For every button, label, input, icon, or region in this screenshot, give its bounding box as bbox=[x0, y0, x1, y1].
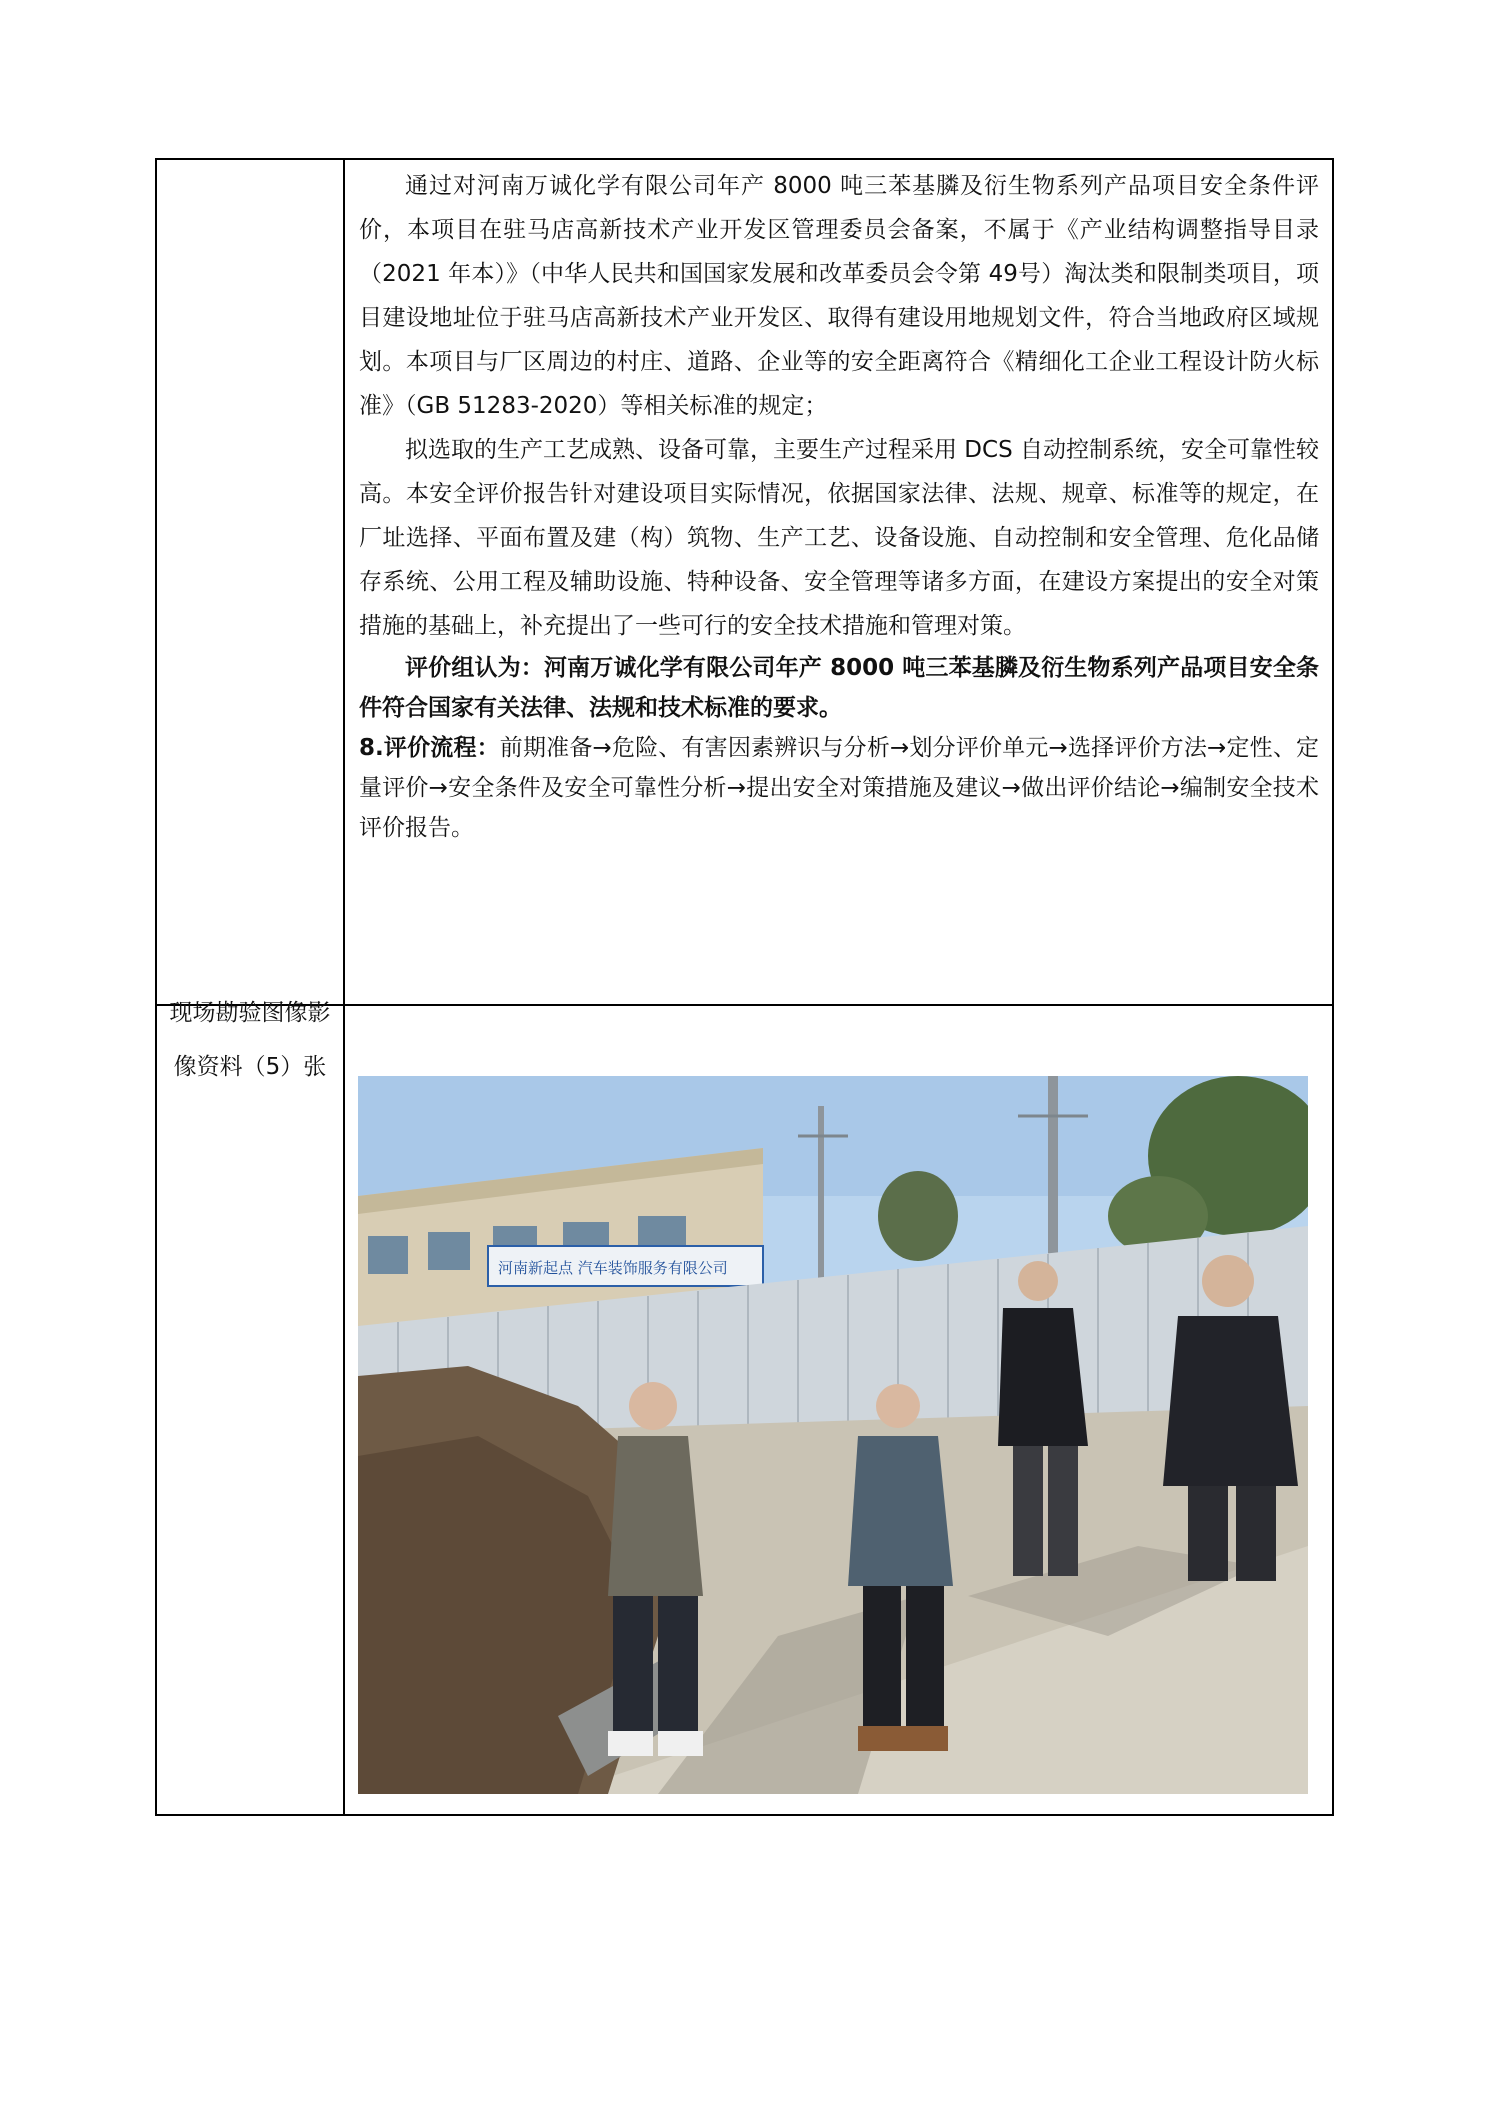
paragraph-safety-conditions: 通过对河南万诚化学有限公司年产 8000 吨三苯基膦及衍生物系列产品项目安全条件评价，本项目在驻马店高新技术产业开发区管理委员会备案，不属于《产业结构调整指导目录（2021 年本）》（中华人民共和国国家发展和改革委员会令第 49号）淘汰类和限制类项目，项目建设地址位于驻马店高新技术产业开发区、取得有建设用地规划文件，符合当地政府区域规划。本项目与厂区周边的村庄、道路、企业等的安全距离符合《精细化工企业工程设计防火标准》（GB 51283-2020）等相关标准的规定； bbox=[359, 173, 1319, 419]
empty-label-cell bbox=[156, 159, 344, 1005]
evaluation-content-cell bbox=[344, 159, 1333, 1005]
table-row-photo bbox=[156, 1005, 1333, 1815]
flow-label: 8.评价流程： bbox=[359, 735, 500, 761]
flow-text: 前期准备→危险、有害因素辨识与分析→划分评价单元→选择评价方法→定性、定量评价→安全条件及安全可靠性分析→提出安全对策措施及建议→做出评价结论→编制安全技术评价报告。 bbox=[359, 735, 1319, 841]
evaluation-text bbox=[345, 160, 1332, 852]
evaluation-table bbox=[155, 158, 1334, 1816]
photo-label: 现场勘验图像影像资料（5）张 bbox=[169, 1000, 331, 1080]
photo-content-cell bbox=[344, 1005, 1333, 1815]
building-sign-text: 河南新起点 汽车装饰服务有限公司 bbox=[498, 1259, 728, 1277]
paragraph-evaluation-flow bbox=[359, 728, 1319, 848]
photo-label-cell bbox=[156, 1000, 344, 1815]
paragraph-conclusion: 评价组认为：河南万诚化学有限公司年产 8000 吨三苯基膦及衍生物系列产品项目安全条件符合国家有关法律、法规和技术标准的要求。 bbox=[359, 655, 1319, 721]
table-row-evaluation bbox=[156, 159, 1333, 1005]
site-photo-illustration bbox=[358, 1076, 1308, 1794]
paragraph-process-reliability: 拟选取的生产工艺成熟、设备可靠，主要生产过程采用 DCS 自动控制系统，安全可靠性较高。本安全评价报告针对建设项目实际情况，依据国家法律、法规、规章、标准等的规定，在厂址选择、平面布置及建（构）筑物、生产工艺、设备设施、自动控制和安全管理、危化品储存系统、公用工程及辅助设施、特种设备、安全管理等诸多方面，在建设方案提出的安全对策措施的基础上，补充提出了一些可行的安全技术措施和管理对策。 bbox=[359, 437, 1319, 639]
site-inspection-photo bbox=[358, 1076, 1308, 1794]
